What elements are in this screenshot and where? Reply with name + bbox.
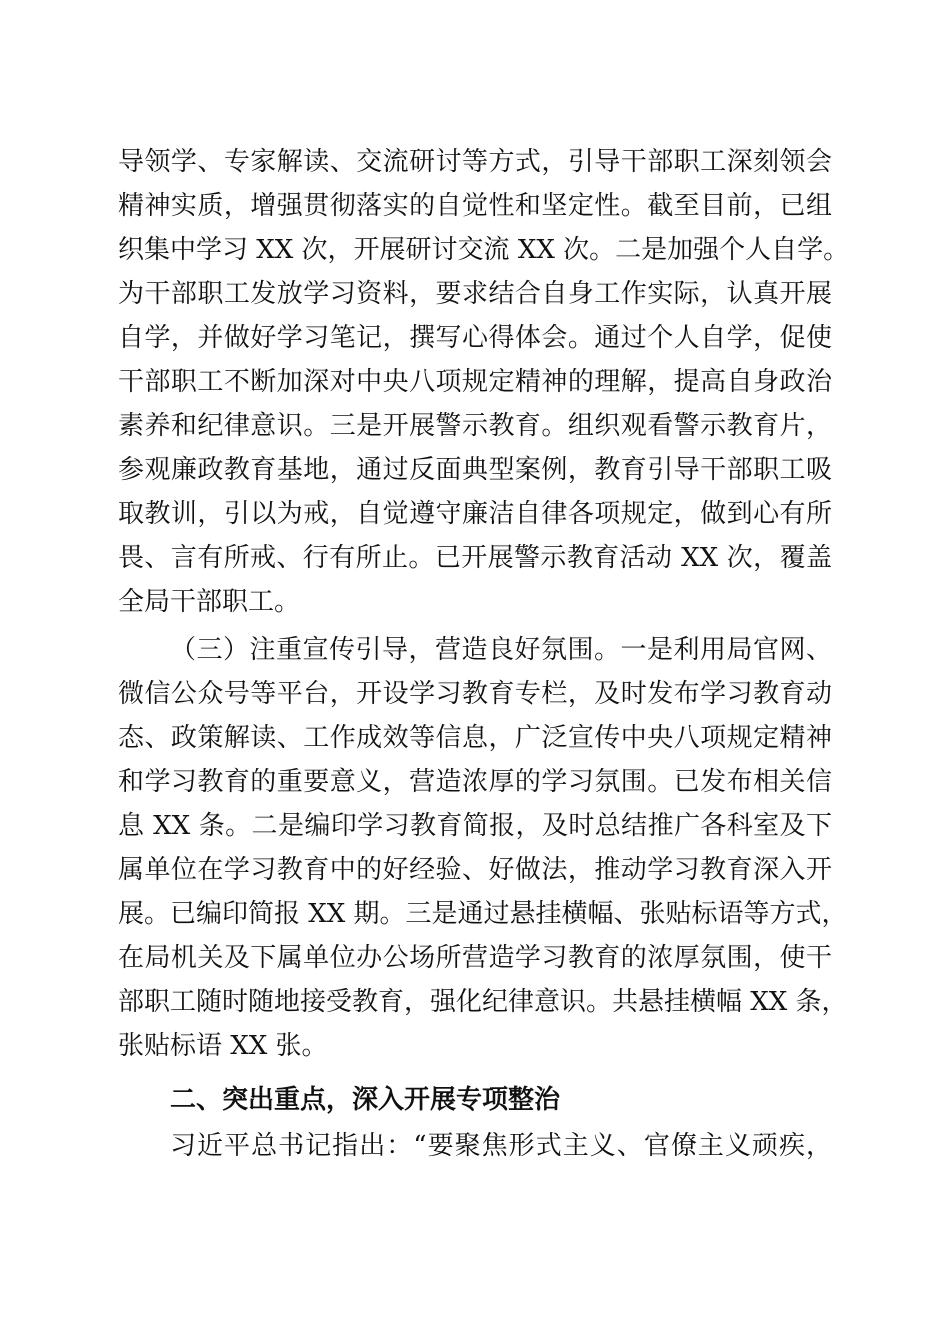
text-line: 微信公众号等平台，开设学习教育专栏，及时发布学习教育动: [118, 679, 832, 709]
text-line: 畏、言有所戒、行有所止。已开展警示教育活动 XX 次，覆盖: [118, 543, 832, 573]
text-line: 素养和纪律意识。三是开展警示教育。组织观看警示教育片，: [118, 411, 832, 441]
text-line: 和学习教育的重要意义，营造浓厚的学习氛围。已发布相关信: [118, 767, 832, 797]
text-line: 参观廉政教育基地，通过反面典型案例，教育引导干部职工吸: [118, 455, 832, 485]
text-line: 在局机关及下属单位办公场所营造学习教育的浓厚氛围，使干: [118, 943, 832, 973]
text-line: 织集中学习 XX 次，开展研讨交流 XX 次。二是加强个人自学。: [118, 235, 850, 265]
text-line: 习近平总书记指出：“要聚焦形式主义、官僚主义顽疾，: [170, 1131, 832, 1161]
text-line: 展。已编印简报 XX 期。三是通过悬挂横幅、张贴标语等方式，: [118, 899, 848, 929]
text-line: 息 XX 条。二是编印学习教育简报，及时总结推广各科室及下: [118, 811, 832, 841]
text-line: 部职工随时随地接受教育，强化纪律意识。共悬挂横幅 XX 条，: [118, 987, 848, 1017]
text-line: 态、政策解读、工作成效等信息，广泛宣传中央八项规定精神: [118, 723, 832, 753]
text-line: 属单位在学习教育中的好经验、好做法，推动学习教育深入开: [118, 855, 832, 885]
section-heading: 二、突出重点，深入开展专项整治: [170, 1085, 561, 1115]
text-line: 为干部职工发放学习资料，要求结合自身工作实际，认真开展: [118, 279, 832, 309]
text-line: 全局干部职工。: [118, 587, 301, 617]
text-line: 张贴标语 XX 张。: [118, 1031, 328, 1061]
text-line: 精神实质，增强贯彻落实的自觉性和坚定性。截至目前，已组: [118, 191, 832, 221]
text-line: 干部职工不断加深对中央八项规定精神的理解，提高自身政治: [118, 367, 832, 397]
text-line: 导领学、专家解读、交流研讨等方式，引导干部职工深刻领会: [118, 147, 832, 177]
text-line: 自学，并做好学习笔记，撰写心得体会。通过个人自学，促使: [118, 323, 832, 353]
section-three-heading-line: （三）注重宣传引导，营造良好氛围。一是利用局官网、: [170, 635, 832, 665]
text-line: 取教训，引以为戒，自觉遵守廉洁自律各项规定，做到心有所: [118, 499, 832, 529]
